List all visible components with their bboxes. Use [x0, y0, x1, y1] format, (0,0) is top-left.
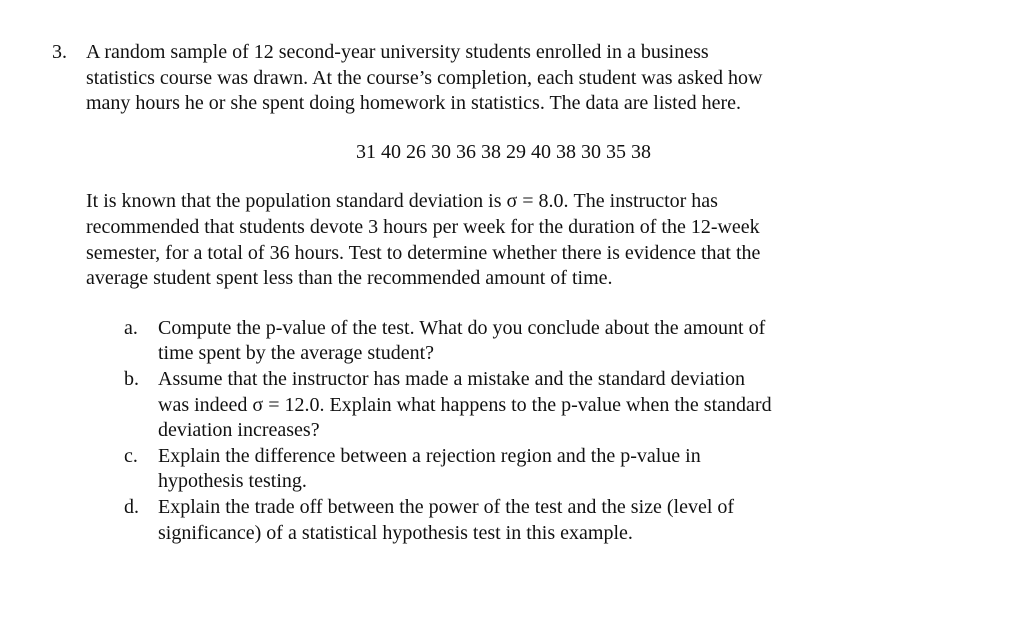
part-letter: a. — [124, 316, 138, 339]
context-line: It is known that the population standard deviation is σ = 8.0. The instructor has — [86, 190, 718, 213]
intro-line: A random sample of 12 second-year university students enrolled in a business — [86, 41, 709, 63]
part-line: Assume that the instructor has made a mistake and the standard deviation — [158, 367, 746, 390]
context-paragraph — [86, 189, 946, 291]
part-line: Compute the p-value of the test. What do you conclude about the amount of — [158, 316, 766, 339]
part-line: hypothesis testing. — [158, 470, 307, 493]
part-d — [124, 495, 946, 546]
context-line: average student spent less than the recommended amount of time. — [86, 267, 613, 290]
part-b — [124, 367, 946, 444]
context-line: semester, for a total of 36 hours. Test to determine whether there is evidence that the — [86, 241, 761, 264]
context-line: recommended that students devote 3 hours per week for the duration of the 12-week — [86, 215, 760, 238]
part-letter: c. — [124, 444, 138, 467]
intro-line: many hours he or she spent doing homework in statistics. The data are listed here. — [86, 92, 742, 115]
intro-line: statistics course was drawn. At the course’s completion, each student was asked how — [86, 66, 763, 89]
part-letter: d. — [124, 495, 139, 518]
part-line: deviation increases? — [158, 419, 320, 442]
part-line: significance) of a statistical hypothesis test in this example. — [158, 521, 633, 544]
part-line: Explain the trade off between the power of the test and the size (level of — [158, 495, 735, 518]
part-line: time spent by the average student? — [158, 342, 435, 365]
question-number: 3. — [52, 41, 67, 63]
sub-questions — [86, 316, 946, 546]
part-c — [124, 444, 946, 495]
question-body — [86, 40, 946, 546]
part-letter: b. — [124, 367, 139, 390]
data-values: 31 40 26 30 36 38 29 40 38 30 35 38 — [356, 140, 651, 163]
part-line: Explain the difference between a rejection region and the p-value in — [158, 444, 701, 467]
part-line: was indeed σ = 12.0. Explain what happens to the p-value when the standard — [158, 393, 772, 416]
intro-paragraph — [86, 40, 946, 117]
part-a — [124, 316, 946, 367]
